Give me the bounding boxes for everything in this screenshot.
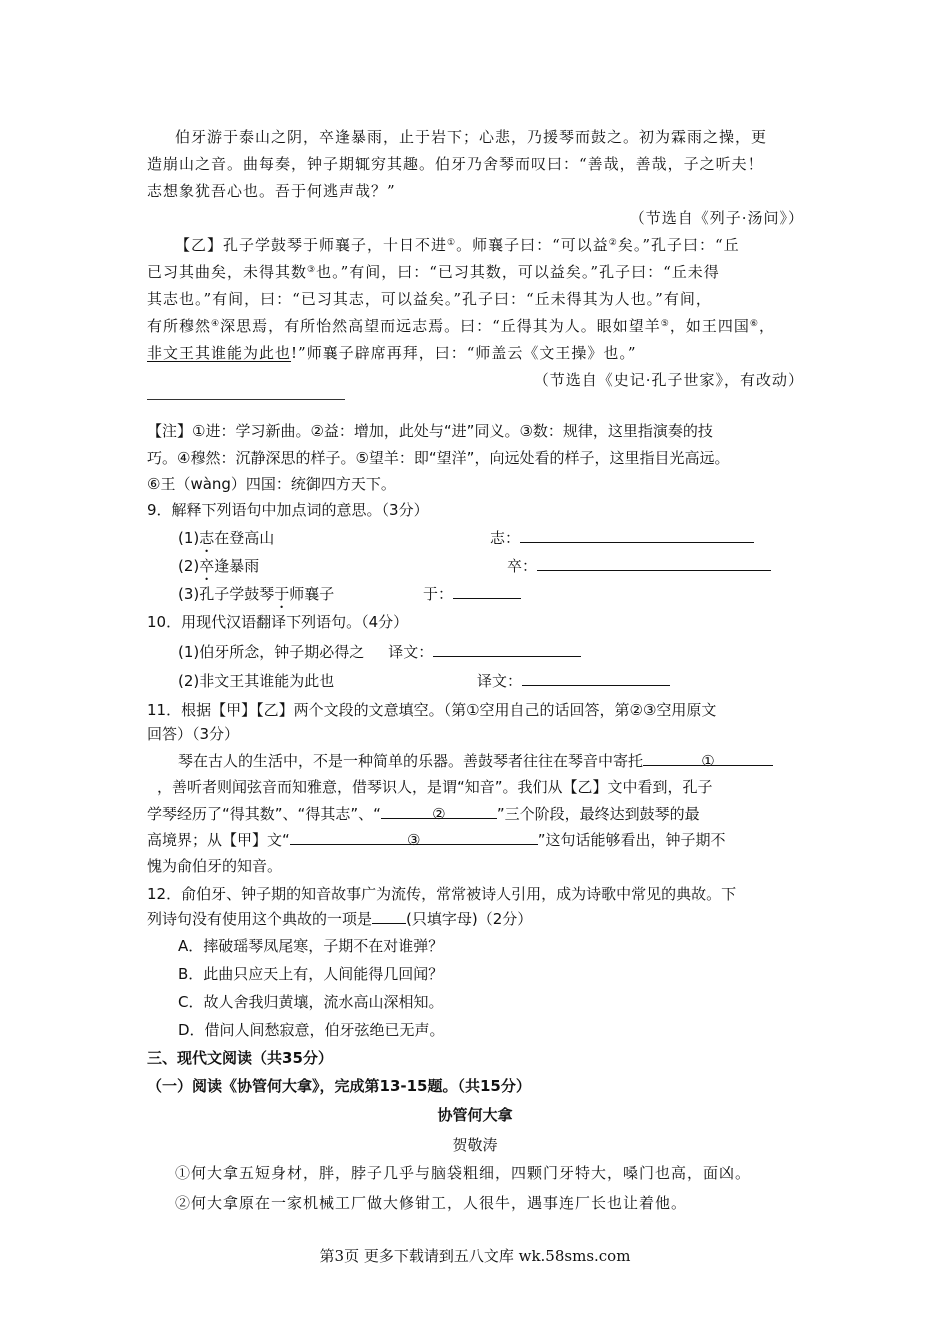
q12-stem-line2: 列诗句没有使用这个典故的一项是 (只填字母)（2分）: [147, 905, 532, 933]
answer-blank[interactable]: [537, 552, 771, 571]
fill-blank-1[interactable]: ①: [643, 747, 773, 766]
story-paragraph-1: ①何大拿五短身材，胖，脖子几乎与脑袋粗细，四颗门牙特大，嗓门也高，面凶。: [175, 1164, 752, 1182]
note-marker: ⑥: [749, 319, 759, 329]
passage-jia-source: （节选自《列子·汤问》）: [629, 209, 804, 227]
note-marker: ④: [211, 319, 221, 329]
answer-blank[interactable]: [372, 905, 406, 924]
notes-line1: 【注】①进：学习新曲。②益：增加，此处与“进”同义。③数：规律，这里指演奏的技: [147, 422, 713, 440]
story-paragraph-2: ②何大拿原在一家机械工厂做大修钳工，人很牛，遇事连厂长也让着他。: [175, 1194, 688, 1212]
passage-jia-line1: 伯牙游于泰山之阴，卒逢暴雨，止于岩下；心悲，乃援琴而鼓之。初为霖雨之操，更: [175, 128, 768, 146]
story-author: 贺敬涛: [452, 1136, 498, 1154]
section3-heading: 三、现代文阅读（共35分）: [147, 1049, 333, 1067]
q11-para-line1: 琴在古人的生活中，不是一种简单的乐器。善鼓琴者往往在琴音中寄托 ①: [178, 747, 773, 775]
passage-yi-line1: 【乙】孔子学鼓琴于师襄子，十日不进①。师襄子曰：“可以益②矣。”孔子曰：“丘: [175, 236, 740, 254]
passage-yi-line3: 其志也。”有间，曰：“已习其志，可以益矣。”孔子曰：“丘未得其为人也。”有间，: [147, 290, 712, 308]
q9-stem: 9．解释下列语句中加点词的意思。（3分）: [147, 501, 429, 519]
q10-answer2: 译文：: [477, 667, 670, 695]
q9-item2: (2)卒逢暴雨: [178, 557, 260, 575]
notes-separator: [147, 399, 345, 400]
underlined-sentence: 非文王其谁能为此也: [147, 344, 292, 362]
q11-para-line3: 学琴经历了“得其数”、“得其志”、“ ② ”三个阶段，最终达到鼓琴的最: [147, 800, 700, 828]
q9-answer2: 卒：: [507, 552, 771, 580]
note-marker: ③: [307, 265, 317, 275]
fill-blank-2[interactable]: ②: [381, 800, 497, 819]
q9-item3: (3)孔子学鼓琴于师襄子: [178, 585, 335, 603]
q11-stem-line2: 回答）（3分）: [147, 725, 240, 743]
q12-option-c: C．故人舍我归黄壤，流水高山深相知。: [178, 993, 444, 1011]
dotted-word: 卒: [199, 557, 215, 575]
answer-blank[interactable]: [522, 667, 670, 686]
passage-jia-line3: 志想象犹吾心也。吾于何逃声哉？”: [147, 182, 396, 200]
dotted-word: 于: [274, 585, 290, 603]
q11-stem-line1: 11．根据【甲】【乙】两个文段的文意填空。（第①空用自己的话回答，第②③空用原文: [147, 701, 717, 719]
q11-para-line4: 高境界；从【甲】文“ ③ ”这句话能够看出，钟子期不: [147, 826, 726, 854]
q9-item1: (1)志在登高山: [178, 529, 275, 547]
passage-yi-source: （节选自《史记·孔子世家》，有改动）: [533, 371, 804, 389]
notes-line2: 巧。④穆然：沉静深思的样子。⑤望羊：即“望洋”，向远处看的样子，这里指目光高远。: [147, 449, 730, 467]
note-marker: ①: [447, 238, 457, 248]
passage-jia-line2: 造崩山之音。曲每奏，钟子期辄穷其趣。伯牙乃舍琴而叹曰：“善哉，善哉，子之听夫！: [147, 155, 764, 173]
q11-para-line5: 愧为俞伯牙的知音。: [147, 857, 283, 875]
notes-line3: ⑥王（wàng）四国：统御四方天下。: [147, 475, 396, 493]
fill-blank-3[interactable]: ③: [290, 826, 538, 845]
passage-yi-line2: 已习其曲矣，未得其数③也。”有间，曰：“已习其数，可以益矣。”孔子曰：“丘未得: [147, 263, 720, 281]
answer-blank[interactable]: [433, 638, 581, 657]
passage-yi-line5: 非文王其谁能为此也!”师襄子辟席再拜，曰：“师盖云《文王操》也。”: [147, 344, 637, 362]
q10-stem: 10．用现代汉语翻译下列语句。（4分）: [147, 613, 409, 631]
section3-subheading: （一）阅读《协管何大拿》，完成第13-15题。（共15分）: [147, 1077, 531, 1095]
answer-blank[interactable]: [453, 580, 521, 599]
note-marker: ②: [608, 238, 618, 248]
q10-item2: (2)非文王其谁能为此也: [178, 672, 335, 690]
q9-answer1: 志：: [490, 524, 754, 552]
q12-option-d: D．借问人间愁寂意，伯牙弦绝已无声。: [178, 1021, 445, 1039]
answer-blank[interactable]: [520, 524, 754, 543]
q9-answer3: 于：: [423, 580, 521, 608]
dotted-word: 志: [199, 529, 215, 547]
q11-para-line2: ，善听者则闻弦音而知雅意，借琴识人，是谓“知音”。我们从【乙】文中看到，孔子: [157, 778, 713, 796]
page-footer: 第3页 更多下载请到五八文库 wk.58sms.com: [319, 1247, 631, 1265]
note-marker: ⑤: [660, 319, 670, 329]
q12-stem-line1: 12．俞伯牙、钟子期的知音故事广为流传，常常被诗人引用，成为诗歌中常见的典故。下: [147, 885, 737, 903]
q10-item1: (1)伯牙所念，钟子期必得之 译文：: [178, 638, 581, 666]
q12-option-a: A．摔破瑶琴凤尾寒，子期不在对谁弹？: [178, 937, 444, 955]
passage-yi-line4: 有所穆然④深思焉，有所怡然高望而远志焉。曰：“丘得其为人。眼如望羊⑤，如王四国⑥，: [147, 317, 775, 335]
story-title: 协管何大拿: [437, 1106, 513, 1124]
q12-option-b: B．此曲只应天上有，人间能得几回闻？: [178, 965, 444, 983]
